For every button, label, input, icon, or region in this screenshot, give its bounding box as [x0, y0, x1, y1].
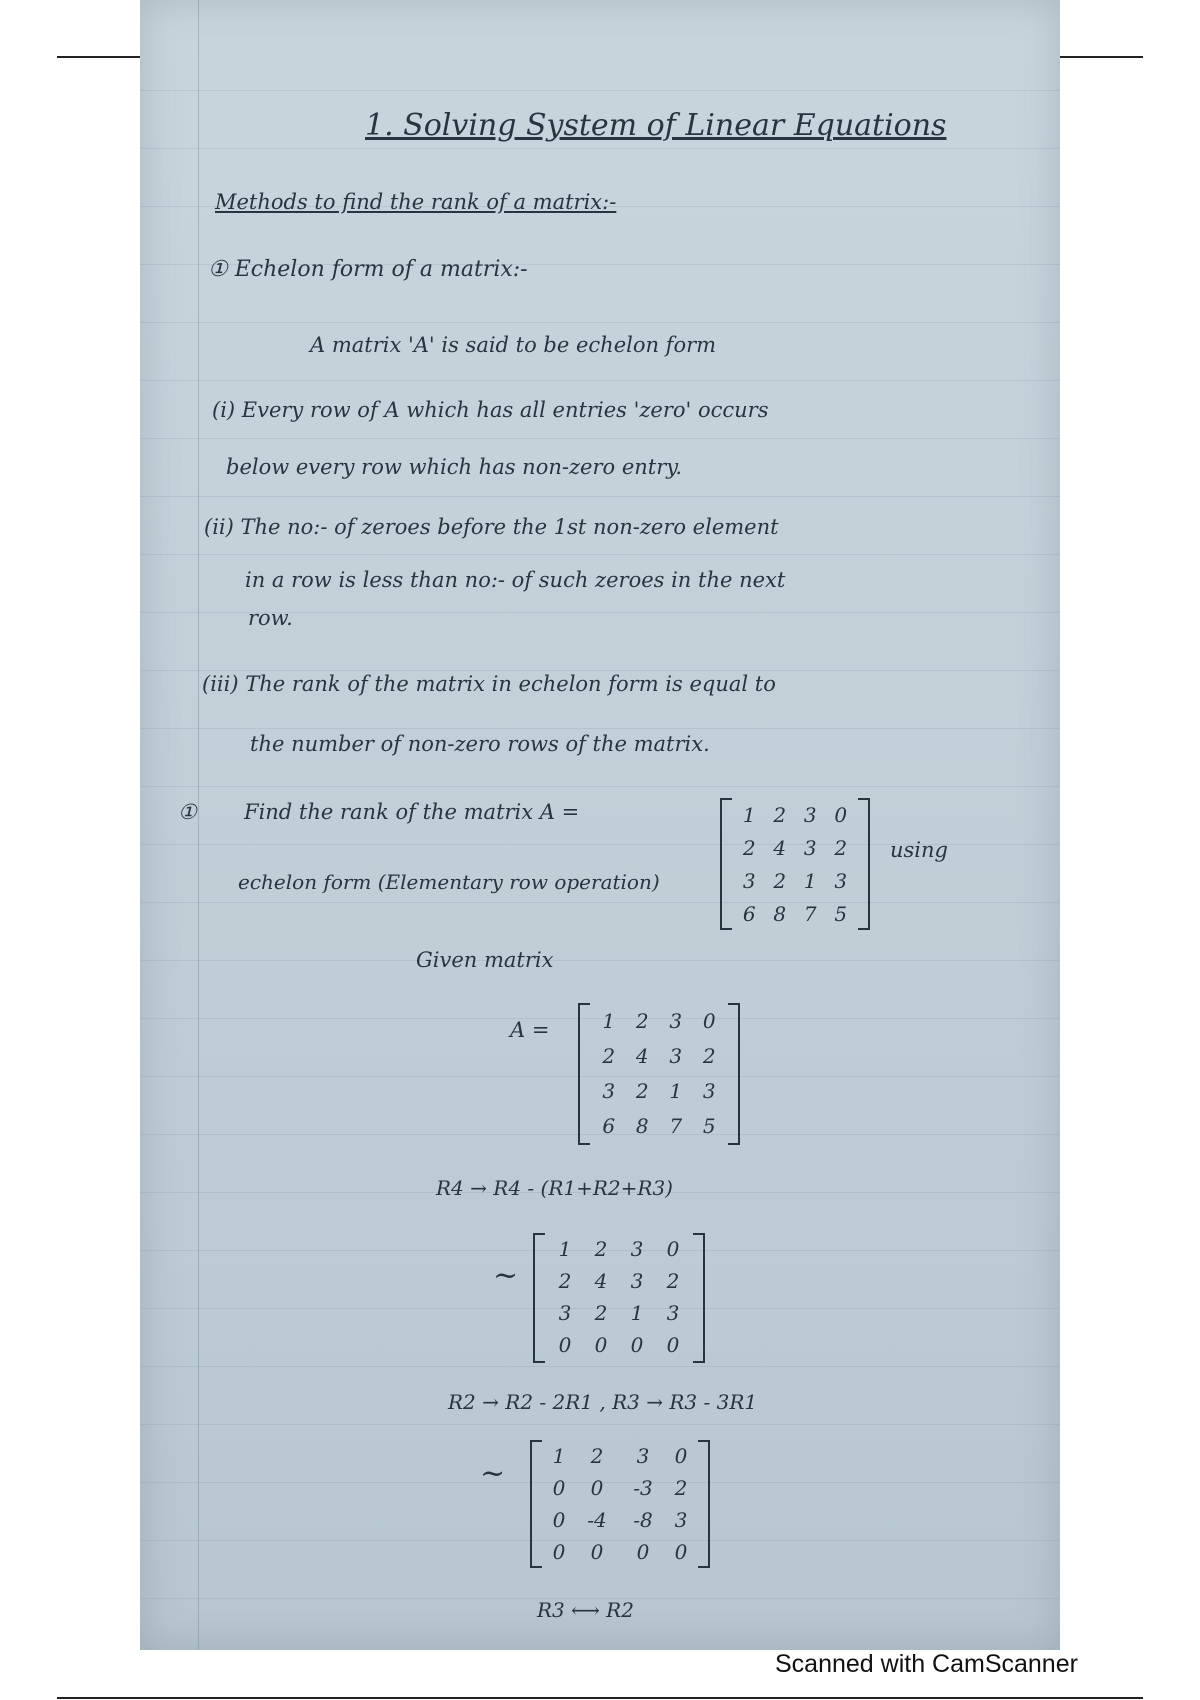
condition-line: (ii) The no:- of zeroes before the 1st non-zero element [204, 515, 779, 539]
matrix-row [734, 798, 856, 831]
matrix-cell: 1 [558, 1237, 572, 1261]
notebook-rule-line [140, 1366, 1060, 1367]
matrix-row [544, 1504, 696, 1536]
notebook-rule-line [140, 380, 1060, 381]
matrix-cell: 2 [635, 1078, 649, 1103]
matrix-cell: 2 [635, 1008, 649, 1033]
notebook-rule-line [140, 1424, 1060, 1425]
matrix-cell: -8 [633, 1508, 653, 1532]
matrix-cell: 0 [558, 1333, 572, 1357]
notebook-rule-line [140, 496, 1060, 497]
question-line-1: Find the rank of the matrix A = [244, 800, 580, 824]
matrix-cell: 7 [669, 1113, 683, 1138]
matrix-cell: 2 [674, 1476, 688, 1500]
matrix-row [592, 1038, 726, 1073]
matrix-cell: 2 [594, 1237, 608, 1261]
section-echelon-heading: ① Echelon form of a matrix:- [208, 257, 528, 282]
matrix-cell: 2 [702, 1043, 716, 1068]
matrix-cell: 0 [666, 1237, 680, 1261]
condition-line: (iii) The rank of the matrix in echelon form is equal to [202, 672, 776, 696]
matrix-cell: 1 [630, 1301, 644, 1325]
notebook-rule-line [140, 670, 1060, 671]
matrix-row [592, 1108, 726, 1143]
matrix-cell: 1 [602, 1008, 616, 1033]
matrix-cell: 0 [674, 1540, 688, 1564]
notebook-page [140, 0, 1060, 1650]
margin-line [198, 0, 199, 1650]
matrix-cell: 4 [594, 1269, 608, 1293]
matrix-cell: 3 [630, 1237, 644, 1261]
matrix-cell: 3 [674, 1508, 688, 1532]
matrix-cell: 3 [742, 868, 756, 893]
notebook-rule-line [140, 148, 1060, 149]
question-matrix [720, 798, 870, 930]
matrix-cell: 1 [803, 868, 817, 893]
matrix-cell: 2 [666, 1269, 680, 1293]
matrix-cell: 0 [636, 1540, 650, 1564]
matrix-cell: 2 [558, 1269, 572, 1293]
condition-line: row. [248, 606, 293, 630]
step1-matrix [533, 1233, 705, 1363]
matrix-cell: 4 [635, 1043, 649, 1068]
matrix-cell: 2 [602, 1043, 616, 1068]
matrix-cell: 1 [742, 802, 756, 827]
matrix-cell: 0 [834, 802, 848, 827]
notebook-rule-line [140, 90, 1060, 91]
matrix-cell: 3 [558, 1301, 572, 1325]
matrix-cell: 6 [742, 901, 756, 926]
matrix-cell: 0 [590, 1476, 604, 1500]
matrix-cell: 2 [594, 1301, 608, 1325]
matrix-cell: 3 [803, 802, 817, 827]
matrix-row [544, 1472, 696, 1504]
matrix-cell: 3 [636, 1444, 650, 1468]
condition-line: (i) Every row of A which has all entries 'zero' occurs [212, 398, 769, 422]
page-title: 1. Solving System of Linear Equations [365, 108, 947, 143]
matrix-cell: 2 [773, 868, 787, 893]
matrix-row [547, 1265, 691, 1297]
row-operation-1: R4 → R4 - (R1+R2+R3) [436, 1176, 673, 1200]
matrix-row [734, 864, 856, 897]
matrix-cell: 3 [602, 1078, 616, 1103]
matrix-cell: 0 [666, 1333, 680, 1357]
matrix-cell: 0 [702, 1008, 716, 1033]
methods-heading: Methods to find the rank of a matrix:- [215, 190, 617, 214]
matrix-cell: 0 [594, 1333, 608, 1357]
matrix-cell: 0 [552, 1476, 566, 1500]
matrix-A-label: A = [510, 1018, 550, 1042]
matrix-cell: 2 [742, 835, 756, 860]
matrix-cell: -4 [587, 1508, 607, 1532]
matrix-cell: 0 [674, 1444, 688, 1468]
matrix-row [592, 1073, 726, 1108]
condition-line: the number of non-zero rows of the matrix. [250, 732, 710, 756]
question-line-1-suffix: using [890, 838, 948, 862]
camscanner-footer: Scanned with CamScanner [775, 1650, 1078, 1678]
equivalence-tilde: ~ [480, 1456, 506, 1491]
row-operation-2: R2 → R2 - 2R1 , R3 → R3 - 3R1 [448, 1390, 758, 1414]
matrix-cell: 5 [702, 1113, 716, 1138]
given-label: Given matrix [416, 948, 554, 972]
matrix-cell: 6 [602, 1113, 616, 1138]
matrix-cell: 0 [552, 1508, 566, 1532]
step1-matrix-table [547, 1233, 691, 1361]
matrix-cell: 2 [834, 835, 848, 860]
question-line-2: echelon form (Elementary row operation) [238, 870, 660, 894]
bottom-border [57, 1697, 1143, 1699]
matrix-cell: 1 [552, 1444, 566, 1468]
matrix-cell: 0 [590, 1540, 604, 1564]
matrix-cell: 2 [590, 1444, 604, 1468]
matrix-cell: 3 [803, 835, 817, 860]
matrix-row [734, 831, 856, 864]
condition-line: below every row which has non-zero entry. [226, 455, 683, 479]
matrix-row [547, 1329, 691, 1361]
step2-matrix-table [544, 1440, 696, 1568]
equivalence-tilde: ~ [493, 1258, 519, 1293]
matrix-row [544, 1440, 696, 1472]
notebook-rule-line [140, 960, 1060, 961]
matrix-cell: 0 [552, 1540, 566, 1564]
question-matrix-table [734, 798, 856, 930]
matrix-cell: 4 [773, 835, 787, 860]
notebook-rule-line [140, 554, 1060, 555]
matrix-cell: 0 [630, 1333, 644, 1357]
given-matrix-table [592, 1003, 726, 1143]
matrix-row [592, 1003, 726, 1038]
matrix-cell: 3 [834, 868, 848, 893]
matrix-row [547, 1297, 691, 1329]
question-number: ① [178, 800, 197, 824]
matrix-cell: 3 [702, 1078, 716, 1103]
matrix-cell: 2 [773, 802, 787, 827]
matrix-row [544, 1536, 696, 1568]
given-matrix [578, 1003, 740, 1145]
notebook-rule-line [140, 322, 1060, 323]
definition-intro: A matrix 'A' is said to be echelon form [310, 333, 717, 357]
matrix-cell: 8 [773, 901, 787, 926]
step2-matrix [530, 1440, 710, 1568]
matrix-row [734, 897, 856, 930]
matrix-cell: 3 [630, 1269, 644, 1293]
matrix-row [547, 1233, 691, 1265]
row-operation-3: R3 ⟷ R2 [537, 1598, 634, 1622]
condition-line: in a row is less than no:- of such zeroes in the next [245, 568, 786, 592]
matrix-cell: 1 [669, 1078, 683, 1103]
matrix-cell: 3 [666, 1301, 680, 1325]
notebook-rule-line [140, 786, 1060, 787]
notebook-rule-line [140, 902, 1060, 903]
matrix-cell: 7 [803, 901, 817, 926]
top-border-left [57, 56, 140, 58]
notebook-rule-line [140, 438, 1060, 439]
matrix-cell: 8 [635, 1113, 649, 1138]
matrix-cell: 3 [669, 1008, 683, 1033]
notebook-rule-line [140, 728, 1060, 729]
top-border-right [1060, 56, 1143, 58]
matrix-cell: 3 [669, 1043, 683, 1068]
matrix-cell: -3 [633, 1476, 653, 1500]
matrix-cell: 5 [834, 901, 848, 926]
